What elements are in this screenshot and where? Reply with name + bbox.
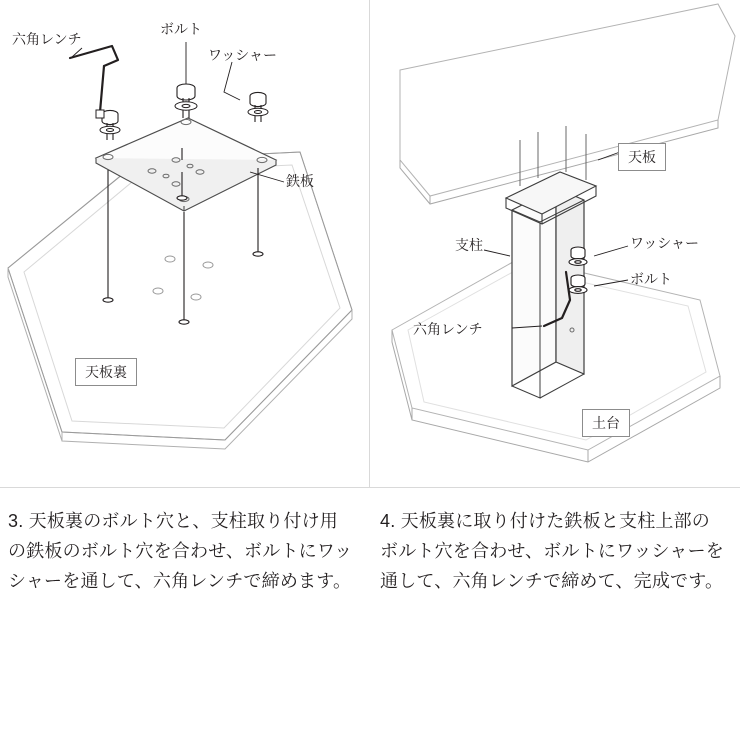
post-label: 支柱: [455, 237, 483, 253]
washer-label-right: ワッシャー: [630, 235, 700, 251]
caption-step3: 3. 天板裏のボルト穴と、支柱取り付け用の鉄板のボルト穴を合わせ、ボルトにワッシャーを通して、六角レンチで締めます。: [8, 511, 353, 591]
steel-plate-label: 鉄板: [286, 173, 314, 189]
panel-step3: [0, 0, 370, 487]
panel-vertical-divider: [369, 0, 370, 487]
caption-step4: 4. 天板裏に取り付けた鉄板と支柱上部のボルト穴を合わせ、ボルトにワッシャーを通して、六角レンチで締めて、完成です。: [380, 511, 724, 591]
bolt-label: ボルト: [160, 21, 202, 37]
tabletop-back-label: 天板裏: [75, 358, 137, 386]
base-label: 土台: [582, 409, 630, 437]
hex-wrench-label: 六角レンチ: [12, 31, 82, 47]
diagram-step3: [0, 0, 369, 487]
panel-horizontal-divider: [0, 487, 740, 488]
washer-label: ワッシャー: [208, 47, 278, 63]
hex-wrench-label-right: 六角レンチ: [413, 321, 483, 337]
tabletop-label: 天板: [618, 143, 666, 171]
bolt-label-right: ボルト: [630, 271, 672, 287]
